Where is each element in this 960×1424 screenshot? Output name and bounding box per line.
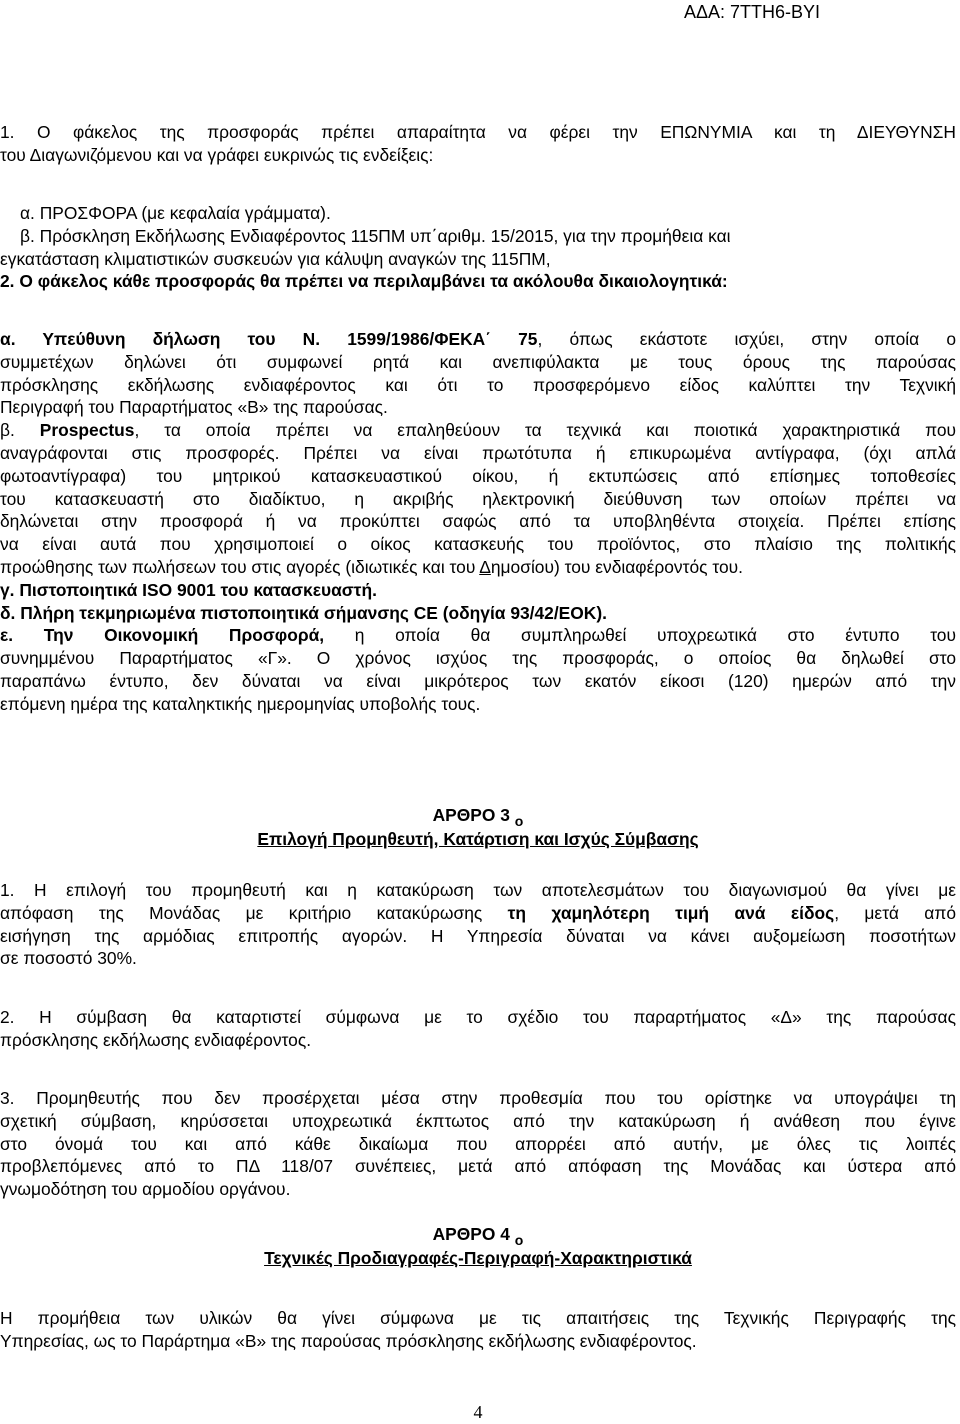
text-line: Η προμήθεια των υλικών θα γίνει σύμφωνα με τις απαιτήσεις της Τεχνικής Περιγραφής της <box>0 1308 956 1328</box>
text-line: να είναι αυτά που χρησιμοποιεί ο οίκος κατασκευής του προϊόντος, στο πλαίσιο της πολιτικής <box>0 534 956 555</box>
text-line: 1. Η επιλογή του προμηθευτή και η κατακύρωση των αποτελεσμάτων του διαγωνισμού θα γίνει με <box>0 880 956 900</box>
article-3-para-2 <box>0 1006 956 1052</box>
article-4-title: Τεχνικές Προδιαγραφές-Περιγραφή-Χαρακτηριστικά <box>264 1248 692 1268</box>
text-line: συμμετέχων δηλώνει ότι συμφωνεί ρητά και ανεπιφύλακτα με τους όρους της παρούσας <box>0 351 956 372</box>
text-line: επόμενη ημέρα της καταληκτικής ημερομηνίας υποβολής τους. <box>0 693 481 714</box>
article-4-para-1 <box>0 1307 956 1353</box>
envelope-item-1 <box>0 121 956 167</box>
article-3-para-3 <box>0 1087 956 1201</box>
doc-b-line: β. Prospectus, τα οποία πρέπει να επαληθεύουν τα τεχνικά και ποιοτικά χαρακτηριστικά που <box>0 420 956 441</box>
text-line: γνωμοδότηση του αρμοδίου οργάνου. <box>0 1179 291 1200</box>
text-line: 2. Η σύμβαση θα καταρτιστεί σύμφωνα με το σχέδιο του παραρτήματος «Δ» της παρούσας <box>0 1007 956 1027</box>
text-line: του κατασκευαστή στο διαδίκτυο, η ακριβής ηλεκτρονική διεύθυνση των οποίων πρέπει να <box>0 488 956 509</box>
text-line: παραπάνω έντυπο, δεν δύναται να είναι μικρότερος των εκατόν είκοσι (120) ημερών από την <box>0 670 956 691</box>
text-line: πρόσκλησης εκδήλωσης ενδιαφέροντος και ότι το προσφερόμενο είδος καλύπτει την Τεχνική <box>0 374 956 395</box>
text-line: αναγράφονται στις προσφορές. Πρέπει να είναι πρωτότυπα ή επικυρωμένα αντίγραφα, (όχι απλά <box>0 442 956 463</box>
article-3-title: Επιλογή Προμηθευτή, Κατάρτιση και Ισχύς Σύμβασης <box>257 829 699 849</box>
doc-e-line: ε. Την Οικονομική Προσφορά, η οποία θα συμπληρωθεί υποχρεωτικά στο έντυπο του <box>0 625 956 646</box>
doc-e-title: ε. Την Οικονομική Προσφορά, <box>0 625 325 646</box>
documents-list <box>0 328 956 716</box>
text-line: απόφαση της Μονάδας με κριτήριο κατακύρωσης τη χαμηλότερη τιμή ανά είδος, μετά από <box>0 902 956 923</box>
page-number: 4 <box>473 1402 483 1422</box>
article-3-heading: ΑΡΘΡΟ 3 $_o$ Επιλογή Προμηθευτή, Κατάρτιση και Ισχύς Σύμβασης <box>0 804 956 851</box>
article-4-heading: ΑΡΘΡΟ 4 $_o$ Τεχνικές Προδιαγραφές-Περιγραφή-Χαρακτηριστικά <box>0 1223 956 1270</box>
text-line: Υπηρεσίας, ως το Παράρτημα «Β» της παρούσας πρόσκλησης εκδήλωσης ενδιαφέροντος. <box>0 1330 697 1351</box>
text-line: β. Πρόσκληση Εκδήλωσης Ενδιαφέροντος 115ΠΜ υπ΄αριθμ. 15/2015, για την προμήθεια και <box>20 225 731 246</box>
text-line: στο όνομά του και από κάθε δικαίωμα που απορρέει από αυτήν, με όλες τις λοιπές <box>0 1133 956 1154</box>
doc-c-line: γ. Πιστοποιητικά ISO 9001 του κατασκευαστή. <box>0 579 377 600</box>
text-line: εγκατάσταση κλιματιστικών συσκευών για κάλυψη αναγκών της 115ΠΜ, <box>0 248 551 269</box>
envelope-sub-items <box>0 202 956 293</box>
text-line: εισήγηση της αρμόδιας επιτροπής αγορών. Η Υπηρεσία δύναται να κάνει αυξομείωση ποσοτήτων <box>0 925 956 946</box>
text-line: 2. Ο φάκελος κάθε προσφοράς θα πρέπει να περιλαμβάνει τα ακόλουθα δικαιολογητικά: <box>0 271 728 292</box>
text-line: φωτοαντίγραφα) του μητρικού κατασκευαστικού οίκου, ή εκτυπώσεις από επίσημες τοποθεσίες <box>0 465 956 486</box>
doc-d-line: δ. Πλήρη τεκμηριωμένα πιστοποιητικά σήμανσης CE (οδηγία 93/42/ΕΟΚ). <box>0 602 607 623</box>
article-4-label: ΑΡΘΡΟ 4 <box>432 1224 510 1244</box>
article-3-label: ΑΡΘΡΟ 3 <box>432 805 510 825</box>
doc-a-title: α. Υπεύθυνη δήλωση του Ν. 1599/1986/ΦΕΚΑ΄ 75 <box>0 329 538 349</box>
text-line: δηλώνεται στην προσφορά ή να προκύπτει σαφώς από τα υποβληθέντα στοιχεία. Πρέπει επίσης <box>0 511 956 532</box>
text-line: 1. Ο φάκελος της προσφοράς πρέπει απαραίτητα να φέρει την ΕΠΩΝΥΜΙΑ και τη ΔΙΕΥΘΥΝΣΗ <box>0 122 956 142</box>
doc-a-line: α. Υπεύθυνη δήλωση του Ν. 1599/1986/ΦΕΚΑ΄ 75, όπως εκάστοτε ισχύει, στην οποία ο <box>0 329 956 349</box>
article-3-para-1 <box>0 879 956 970</box>
ada-code: ΑΔΑ: 7ΤΤΗ6-ΒΥΙ <box>683 2 820 22</box>
text-line: 3. Προμηθευτής που δεν προσέρχεται μέσα στην προθεσμία που του ορίστηκε να υπογράψει τη <box>0 1088 956 1108</box>
text-line: α. ΠΡΟΣΦΟΡΑ (με κεφαλαία γράμματα). <box>20 203 331 223</box>
doc-b-title: Prospectus <box>39 420 135 441</box>
text-line: προώθησης των πωλήσεων του στις αγορές (ιδιωτικές και του Δημοσίου) του ενδιαφέροντός του. <box>0 556 743 577</box>
text-line: προβλεπόμενες από το ΠΔ 118/07 συνέπειες, μετά από απόφαση της Μονάδας και ύστερα από <box>0 1156 956 1177</box>
text-line: σε ποσοστό 30%. <box>0 948 137 969</box>
text-line: πρόσκλησης εκδήλωσης ενδιαφέροντος. <box>0 1029 312 1050</box>
text-line: Περιγραφή του Παραρτήματος «Β» της παρούσας. <box>0 397 388 418</box>
text-line: σχετική σύμβαση, κηρύσσεται υποχρεωτικά έκπτωτος από την κατακύρωση ή ανάθεση που έγινε <box>0 1110 956 1131</box>
text-line: του Διαγωνιζόμενου και να γράφει ευκρινώς τις ενδείξεις: <box>0 144 434 165</box>
text-line: συνημμένου Παραρτήματος «Γ». Ο χρόνος ισχύος της προσφοράς, ο οποίος θα δηλωθεί στο <box>0 648 956 669</box>
